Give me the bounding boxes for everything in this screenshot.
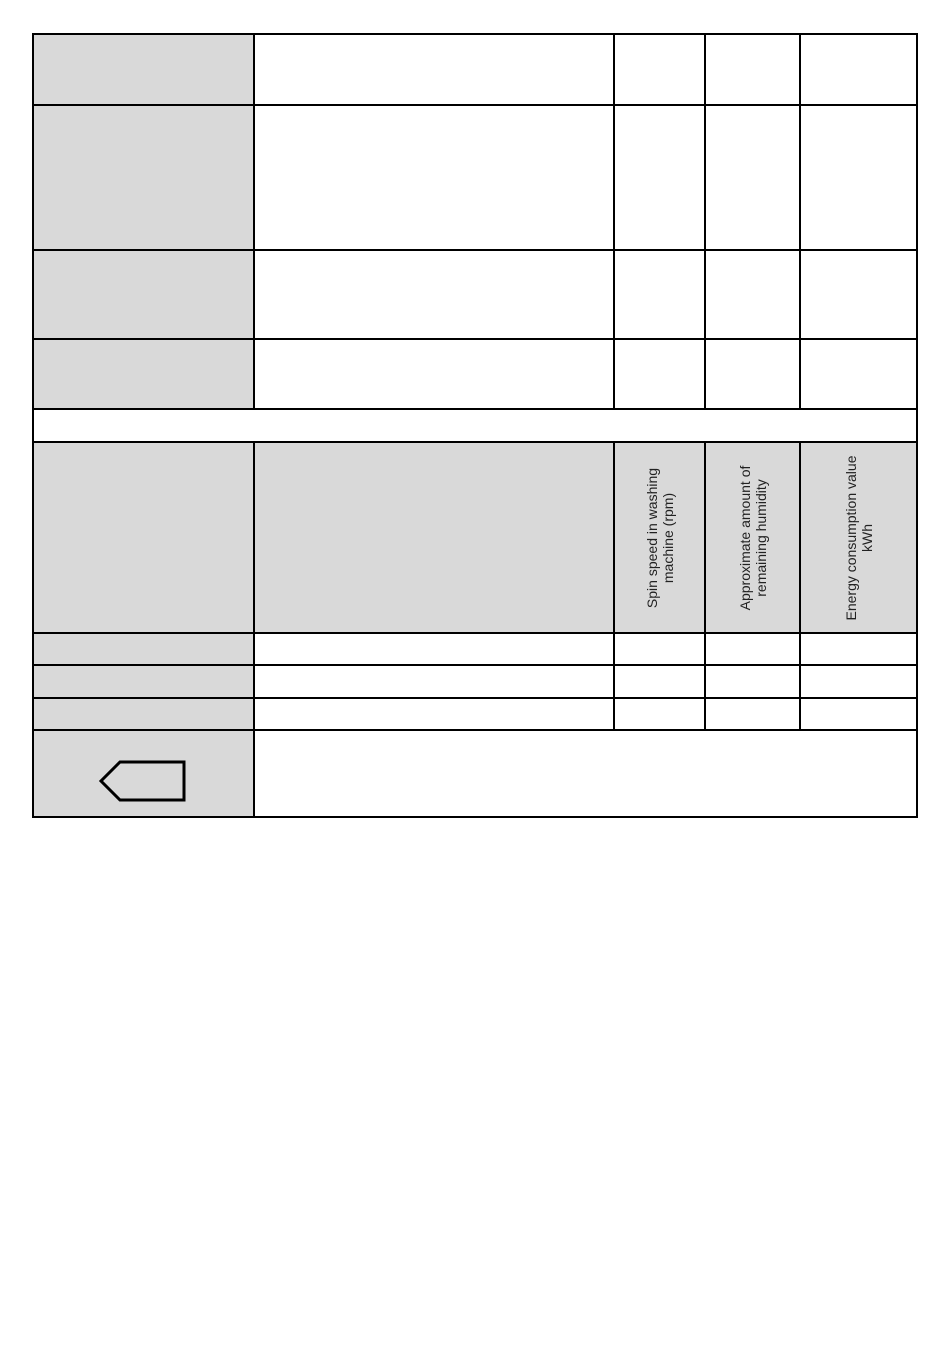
row-value-cell [705, 665, 800, 698]
row-value-cell [705, 633, 800, 665]
table-row [33, 105, 917, 250]
table-header-row [33, 442, 917, 633]
row-description-cell [254, 105, 614, 250]
row-value-cell [800, 34, 917, 105]
row-label-cell [33, 105, 254, 250]
row-value-cell [614, 34, 705, 105]
header-energy-consumption: Energy consumption value kWh [842, 455, 875, 620]
row-value-cell [705, 339, 800, 409]
section-divider-cell [33, 409, 917, 442]
row-value-cell [614, 339, 705, 409]
row-value-cell [614, 250, 705, 339]
footer-note-cell [254, 730, 917, 817]
row-label-cell [33, 698, 254, 730]
row-description-cell [254, 665, 614, 698]
row-value-cell [705, 698, 800, 730]
drying-program-table [32, 33, 918, 818]
header-label-cell [33, 442, 254, 633]
header-remaining-humidity: Approximate amount of remaining humidity [736, 465, 769, 610]
row-description-cell [254, 633, 614, 665]
row-value-cell [800, 633, 917, 665]
table-row [33, 34, 917, 105]
row-description-cell [254, 250, 614, 339]
footer-icon-cell [33, 730, 254, 817]
table-footer-row [33, 730, 917, 817]
row-value-cell [614, 665, 705, 698]
row-value-cell [800, 698, 917, 730]
table-row [33, 633, 917, 665]
row-label-cell [33, 250, 254, 339]
row-value-cell [614, 698, 705, 730]
table-row [33, 698, 917, 730]
table-row [33, 339, 917, 409]
row-value-cell [800, 665, 917, 698]
row-label-cell [33, 34, 254, 105]
row-value-cell [614, 105, 705, 250]
row-value-cell [800, 105, 917, 250]
row-description-cell [254, 698, 614, 730]
row-value-cell [800, 250, 917, 339]
section-divider-row [33, 409, 917, 442]
header-spin-speed: Spin speed in washing machine (rpm) [643, 467, 676, 608]
row-description-cell [254, 339, 614, 409]
row-value-cell [705, 34, 800, 105]
table-row [33, 250, 917, 339]
header-description-cell [254, 442, 614, 633]
row-value-cell [614, 633, 705, 665]
row-label-cell [33, 339, 254, 409]
row-description-cell [254, 34, 614, 105]
row-value-cell [800, 339, 917, 409]
tag-outline-icon [98, 757, 190, 805]
header-spin-speed-cell [614, 442, 705, 633]
row-label-cell [33, 633, 254, 665]
table-row [33, 665, 917, 698]
header-energy-consumption-cell [800, 442, 917, 633]
header-remaining-humidity-cell [705, 442, 800, 633]
row-value-cell [705, 250, 800, 339]
row-value-cell [705, 105, 800, 250]
row-label-cell [33, 665, 254, 698]
